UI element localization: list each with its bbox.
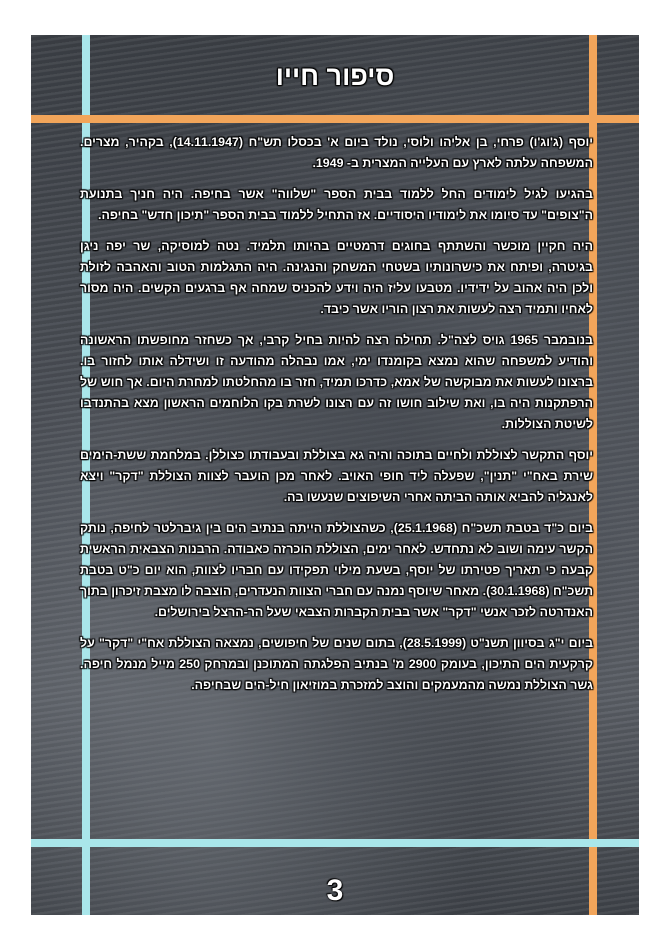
story-body [80,132,593,706]
page-background [31,35,639,915]
frame-line-bottom-cyan [31,839,639,847]
paragraph-discovery: ביום י"ג בסיוון תשנ"ט (28.5.1999), בתום שנים של חיפושים, נמצאה הצוללת אח"י "דקר" על קרקעית הים התיכון, בעומק 2900 מ' בנתיב הפלגתה המתוכנן ובמרחק 250 מייל מנמל חיפה. גשר הצוללת נמשה מהמעמקים והוצב למזכרת במוזיאון חיל-הים שבחיפה. [80,636,593,692]
paragraph-birth: יוסף (ג'וג'ו) פרחי, בן אליהו ולוסי, נולד ביום א' בכסלו תש"ח (14.11.1947), בקהיר, מצרים. המשפחה עלתה לארץ עם העלייה המצרית ב- 1949. [80,135,593,170]
paragraph-school: בהגיעו לגיל לימודים החל ללמוד בבית הספר "שלווה" אשר בחיפה. היה חניך בתנועת ה"צופים" עד סיומו את לימודיו היסודיים. אז התחיל ללמוד בבית הספר "תיכון חדש" בחיפה. [80,187,593,222]
frame-line-top-orange [31,115,639,123]
paragraph-submarine-service: יוסף התקשר לצוללת ולחיים בתוכה והיה גא בצוללת ובעבודתו כצוללן. במלחמת ששת-הימים שירת באח"י "תנין", שפעלה ליד חופי האויב. לאחר מכן הועבר לצוות הצוללת "דקר" ויצא לאנגליה להביא אותה הביתה אחרי השיפוצים שנעשו בה. [80,448,593,504]
page-title: סיפור חייו [275,61,395,91]
paragraph-enlistment: בנובמבר 1965 גויס לצה"ל. תחילה רצה להיות בחיל קרבי, אך כשחזר מחופשתו הראשונה והודיע למשפחה שהוא נמצא בקומנדו ימי, אמו נבהלה מהודעה זו ושידלה אותו לחזור בו. ברצונו לעשות את מבוקשה של אמא, כדרכו תמיד, חזר בו מהחלטתו למחרת היום. אך חוש של הרפתקנות היה בו, ואת שילוב חושו זה עם רצונו לשרת בקו הלוחמים הראשון מצא בהתנדבו לשיטת הצוללות. [80,333,593,431]
paragraph-disappearance: ביום כ"ד בטבת תשכ"ח (25.1.1968), כשהצוללת הייתה בנתיב הים בין גיברלטר לחיפה, נותק הקשר עימה ושוב לא נתחדש. לאחר ימים, הצוללת הוכרזה כאבודה. הרבנות הצבאית הראשית קבעה כי תאריך פטירתו של יוסף, בשעת מילוי תפקידו עם חבריו לצוות, הוא יום כ"ט בטבת תשכ"ח (30.1.1968). מאחר שיוסף נמנה עם חברי הצוות הנעדרים, הוצבה לו מצבת זיכרון בתוך האנדרטה לזכר אנשי "דקר" אשר בבית הקברות הצבאי שעל הר-הרצל בירושלים. [80,521,594,619]
paragraph-personality: היה חקיין מוכשר והשתתף בחוגים דרמטיים בהיותו תלמיד. נטה למוסיקה, שר יפה ניגן בגיטרה, ופיתח את כישרונותיו בשטחי המשחק והנגינה. היה התגלמות הטוב והאהבה לזולת ולכן היה אהוב על ידידיו. מטבעו עליז היה וידע להכניס שמחה אף ברגעים הקשים. היה מסור לאחיו ותמיד רצה לעשות את רצון הוריו אשר כיבד. [80,239,593,316]
page-number: 3 [326,874,344,907]
